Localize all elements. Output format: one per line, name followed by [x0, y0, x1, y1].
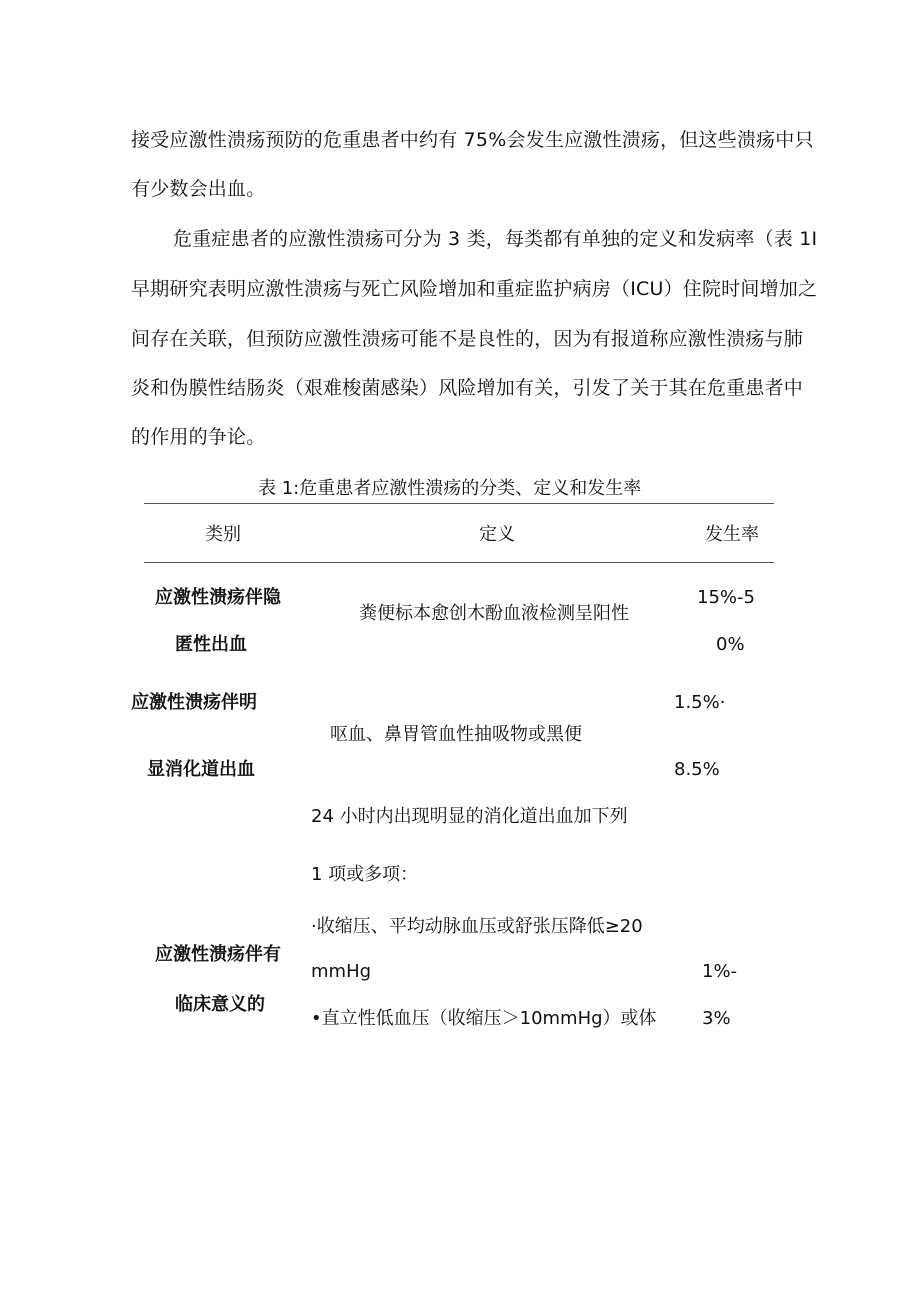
row-1-category-line-2: 匿性出血: [175, 634, 247, 655]
row-2-category-line-1: 应激性溃疡伴明: [131, 692, 257, 713]
row-2-definition: 呕血、鼻胃管血性抽吸物或黑便: [330, 724, 582, 745]
header-incidence: 发生率: [705, 524, 759, 545]
row-1-definition: 粪便标本愈创木酚血液检测呈阳性: [359, 603, 629, 624]
paragraph-2-line-1: 危重症患者的应激性溃疡可分为 3 类，每类都有单独的定义和发病率（表 1I: [173, 228, 818, 250]
paragraph-1-line-1: 接受应激性溃疡预防的危重患者中约有 75%会发生应激性溃疡，但这些溃疡中只: [131, 129, 814, 151]
header-category: 类别: [205, 524, 241, 545]
row-2-incidence-line-1: 1.5%·: [674, 692, 726, 713]
paragraph-2-line-4: 炎和伪膜性结肠炎（艰难梭菌感染）风险增加有关，引发了关于其在危重患者中: [131, 377, 804, 399]
header-definition: 定义: [479, 524, 515, 545]
row-3-category-line-2: 临床意义的: [175, 994, 265, 1015]
row-1-incidence-line-2: 0%: [716, 634, 745, 655]
paragraph-2-line-5: 的作用的争论。: [131, 426, 266, 448]
row-2-category-line-2: 显消化道出血: [147, 759, 255, 780]
paragraph-2-line-2: 早期研究表明应激性溃疡与死亡风险增加和重症监护病房（ICU）住院时间增加之: [131, 278, 818, 300]
paragraph-2-line-3: 间存在关联，但预防应激性溃疡可能不是良性的，因为有报道称应激性溃疡与肺: [131, 328, 804, 350]
table-caption: 表 1:危重患者应激性溃疡的分类、定义和发生率: [258, 478, 642, 499]
row-2-incidence-line-2: 8.5%: [674, 759, 720, 780]
row-3-definition-line-5: •直立性低血压（收缩压＞10mmHg）或体: [311, 1008, 657, 1029]
row-3-definition-line-2: 1 项或多项：: [311, 864, 419, 885]
row-3-incidence-line-1: 1%-: [702, 961, 738, 982]
table-top-rule: [144, 503, 774, 504]
row-1-category-line-1: 应激性溃疡伴隐: [155, 587, 281, 608]
row-1-incidence-line-1: 15%-5: [697, 587, 755, 608]
paragraph-1-line-2: 有少数会出血。: [131, 178, 266, 200]
row-3-definition-line-3: ·收缩压、平均动脉血压或舒张压降低≥20: [311, 916, 643, 937]
table-header-rule: [144, 562, 774, 563]
row-3-incidence-line-2: 3%: [702, 1008, 731, 1029]
row-3-category-line-1: 应激性溃疡伴有: [155, 944, 281, 965]
row-3-definition-line-4: mmHg: [311, 961, 372, 982]
row-3-definition-line-1: 24 小时内出现明显的消化道出血加下列: [311, 806, 628, 827]
